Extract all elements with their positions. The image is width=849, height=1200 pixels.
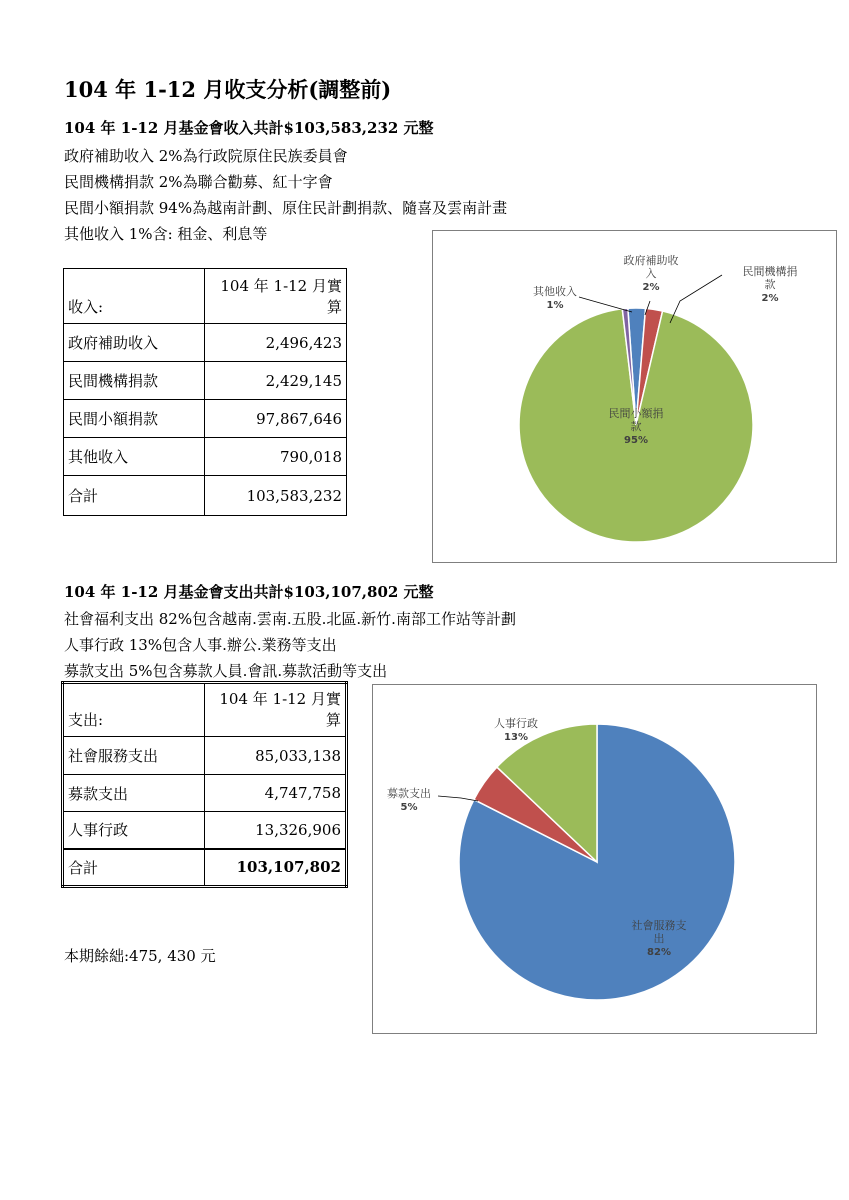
income-note: 民間機構捐款 2%為聯合勸募、紅十字會: [64, 173, 333, 191]
data-label: 民間機構捐款 2%: [742, 265, 798, 304]
data-label: 民間小額捐款 95%: [608, 407, 664, 446]
expense-heading: 104 年 1-12 月基金會支出共計$103,107,802 元整: [64, 583, 434, 601]
table-cell: 790,018: [205, 438, 347, 476]
expense-pie-chart: [372, 684, 817, 1034]
table-cell: 2,429,145: [205, 362, 347, 400]
table-cell: 13,326,906: [205, 812, 347, 849]
balance-text: 本期餘絀:475, 430 元: [64, 947, 216, 965]
table-cell: 103,107,802: [205, 849, 347, 887]
table-cell: 合計: [63, 849, 205, 887]
table-row: [64, 438, 347, 476]
expense-note: 社會福利支出 82%包含越南.雲南.五股.北區.新竹.南部工作站等計劃: [64, 610, 516, 628]
table-row: [64, 400, 347, 438]
leader-line: [438, 796, 478, 801]
table-cell: 4,747,758: [205, 775, 347, 812]
income-note: 政府補助收入 2%為行政院原住民族委員會: [64, 147, 348, 165]
table-cell: 募款支出: [63, 775, 205, 812]
table-header-row: [64, 269, 347, 324]
table-row: [63, 775, 347, 812]
expense-pie-svg: [373, 685, 816, 1033]
income-pie-chart: [432, 230, 837, 563]
data-label: 社會服務支出 82%: [631, 919, 687, 958]
table-cell: 103,583,232: [205, 476, 347, 516]
table-cell: 合計: [64, 476, 205, 516]
page-title: 104 年 1-12 月收支分析(調整前): [64, 77, 392, 102]
expense-note: 募款支出 5%包含募款人員.會訊.募款活動等支出: [64, 662, 388, 680]
expense-note: 人事行政 13%包含人事.辦公.業務等支出: [64, 636, 337, 654]
table-header-row: [63, 683, 347, 737]
expense-table: [61, 681, 348, 888]
data-label: 人事行政 13%: [494, 717, 538, 743]
table-total-row: [63, 849, 347, 887]
table-cell: 104 年 1-12 月實算: [205, 269, 347, 324]
table-row: [64, 362, 347, 400]
income-table: [63, 268, 347, 516]
table-row: [64, 324, 347, 362]
table-cell: 104 年 1-12 月實算: [205, 683, 347, 737]
table-cell: 97,867,646: [205, 400, 347, 438]
data-label: 其他收入 1%: [533, 285, 577, 311]
table-cell: 85,033,138: [205, 737, 347, 775]
table-cell: 2,496,423: [205, 324, 347, 362]
table-cell: 其他收入: [64, 438, 205, 476]
data-label: 政府補助收入 2%: [623, 254, 679, 293]
table-total-row: [64, 476, 347, 516]
data-label: 募款支出 5%: [387, 787, 431, 813]
table-cell: 政府補助收入: [64, 324, 205, 362]
income-heading: 104 年 1-12 月基金會收入共計$103,583,232 元整: [64, 119, 434, 137]
income-note: 其他收入 1%含: 租金、利息等: [64, 225, 268, 243]
leader-line: [579, 297, 632, 312]
table-cell: 收入:: [64, 269, 205, 324]
table-cell: 社會服務支出: [63, 737, 205, 775]
table-cell: 人事行政: [63, 812, 205, 849]
table-row: [63, 737, 347, 775]
income-pie-svg: [433, 231, 836, 562]
table-cell: 支出:: [63, 683, 205, 737]
table-cell: 民間機構捐款: [64, 362, 205, 400]
table-cell: 民間小額捐款: [64, 400, 205, 438]
table-row: [63, 812, 347, 849]
income-note: 民間小額捐款 94%為越南計劃、原住民計劃捐款、隨喜及雲南計畫: [64, 199, 508, 217]
